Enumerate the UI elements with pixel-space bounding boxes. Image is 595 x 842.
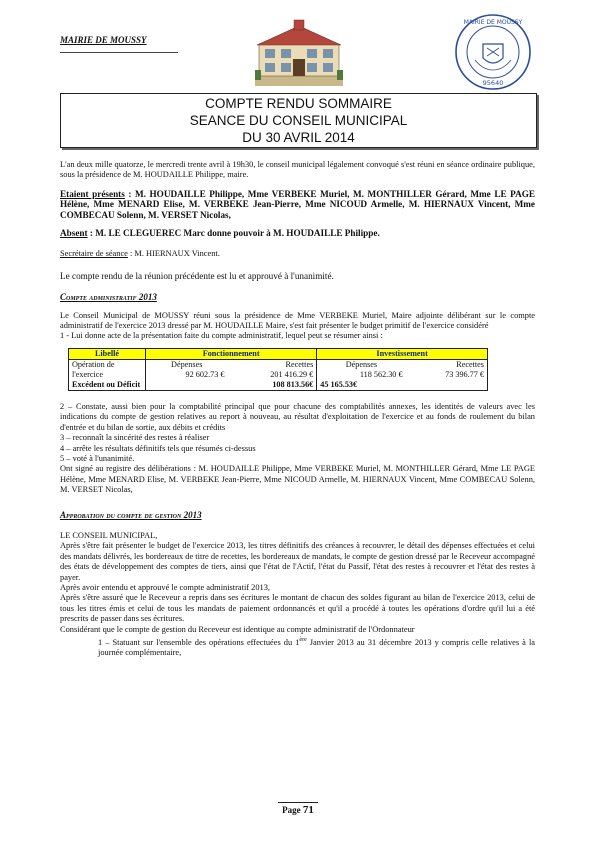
present-label: Etaient présents (60, 188, 125, 199)
secretary-paragraph (60, 249, 535, 259)
mairie-header: MAIRIE DE MOUSSY (60, 35, 147, 45)
section2-paragraph-5: 1 – Statuant sur l'ensemble des opérations effectuées du 1ère Janvier 2013 au 31 décembre 2013 y compris celle relatives à la journée complémentaire, (98, 637, 535, 658)
table-i-depenses: 118 562.30 € (317, 370, 406, 380)
intro-paragraph: L'an deux mille quatorze, le mercredi trente avril à 19h30, le conseil municipal légalement convoqué s'est réuni en séance ordinaire publique, sous la présidence de M. HOUDAILLE Philippe, maire. (60, 160, 535, 180)
section1-paragraph: Le Conseil Municipal de MOUSSY réuni sous la présidence de Mme VERBEKE Muriel, Maire adjointe délibérant sur le compte administratif de l'exercice 2013 dressé par M. HOUDAILLE Maire, s'est fait présenter le budget primitif de l'exercice considéré (60, 310, 535, 331)
page-label: Page (282, 805, 301, 815)
section2-paragraph-3: Après s'être assuré que le Receveur a repris dans ses écritures le montant de chacun des soldes figurant au bilan de l'exercice 2013, celui de tous les titres émis et celui de tous les mandats de paiement ordonnancés et qu'il a procédé à toutes les opérations d'ordre qu'il lui a été prescrits de passer dans ses écritures. (60, 593, 535, 624)
present-names: : M. HOUDAILLE Philippe, Mme VERBEKE Muriel, M. MONTHILLER Gérard, Mme LE PAGE Hélène, Mme MENARD Elise, M. VERBEKE Jean-Pierre, Mme NICOUD Armelle, M. HIERNAUX Vincent, Mme COMBECAU Solenn, M. VERSET Nicolas, (60, 188, 535, 220)
table-result-label: Excédent ou Déficit (69, 380, 146, 391)
table-row-label-1: Opération de (69, 359, 146, 370)
table-i-recettes: 73 396.77 € (406, 370, 488, 380)
title-line-3: DU 30 AVRIL 2014 (242, 130, 355, 145)
town-hall-illustration (255, 18, 343, 86)
table-i-depenses-header: Dépenses (317, 359, 406, 370)
section1-item-4: 4 – arrête les résultats définitifs tels que résumés ci-dessus (60, 443, 256, 453)
title-line-2: SEANCE DU CONSEIL MUNICIPAL (189, 113, 408, 128)
absent-text: : M. LE CLEGUEREC Marc donne pouvoir à M. HOUDAILLE Philippe. (87, 228, 380, 239)
section2-council: LE CONSEIL MUNICIPAL, (60, 530, 158, 540)
page-number-value: 71 (302, 804, 314, 816)
seal-text: MAIRIE DE MOUSSY (463, 19, 523, 26)
section1-item-5: 5 – voté à l'unanimité. (60, 453, 135, 463)
section2-paragraph-2: Après avoir entendu et approuvé le compte administratif 2013, (60, 582, 271, 592)
header-rule (60, 52, 178, 53)
title-box (60, 93, 537, 148)
table-row-label-2: l'exercice (69, 370, 146, 380)
section1-signatures: Ont signé au registre des délibérations : M. HOUDAILLE Philippe, Mme VERBEKE Muriel, M. MONTHILLER Gérard, Mme LE PAGE Hélène, Mme MENARD Elise, M. VERBEKE Jean-Pierre, Mme NICOUD Armelle, M. HIERNAUX Vincent, Mme COMBECAU Solenn, M. VERSET Nicolas, (60, 464, 535, 495)
table-f-depenses: 92 602.73 € (146, 370, 228, 380)
table-header-libelle: Libellé (69, 348, 146, 359)
absent-label: Absent (60, 228, 88, 239)
present-paragraph (60, 189, 535, 220)
document-body (60, 160, 535, 659)
section2-paragraph-1: Après s'être fait présenter le budget de l'exercice 2013, les titres définitifs des créances à recouvrer, le détail des dépenses effectuées et celui des mandats délivrés, les bordereaux de titre de recettes, les bordereaux de mandats, le compte de gestion dressé par le Receveur accompagné des états de développement des comptes de tiers, ainsi que l'état de l'Actif, l'état du Passif, l'état des restes à recouvrer et l'état des restes à payer. (60, 541, 535, 582)
section1-item-1: 1 - Lui donne acte de la présentation faite du compte administratif, lequel peut se résumer ainsi : (60, 331, 383, 341)
mairie-seal-stamp (453, 12, 533, 92)
table-i-recettes-header: Recettes (406, 359, 488, 370)
secretary-text: : M. HIERNAUX Vincent. (127, 249, 220, 259)
section1-item-2: 2 – Constate, aussi bien pour la comptabilité principal que pour chacune des comptabilités annexes, les identités de valeurs avec les indications du compte de gestion relatives au report à nouveau, au résultat d'exploitation de l'exercice et au fonds de roulement du bilan d'entrée et du bilan de sortie, aux débits et crédits (60, 401, 535, 432)
table-f-recettes: 201 416.29 € (270, 369, 314, 379)
section-heading-compte-administratif: Compte administratif 2013 (60, 292, 157, 303)
section-heading-compte-gestion: Approbation du compte de gestion 2013 (60, 509, 202, 520)
page-number (278, 802, 318, 816)
section1-item-3: 3 – reconnaît la sincérité des restes à réaliser (60, 433, 210, 443)
table-f-recettes-header: Recettes (285, 359, 314, 369)
absent-paragraph (60, 228, 535, 238)
title-line-1: COMPTE RENDU SOMMAIRE (205, 96, 392, 111)
section2-paragraph-4: Considérant que le compte de gestion du Receveur est identique au compte administratif de l'Ordonnateur (60, 624, 415, 634)
seal-code: 95640 (482, 79, 504, 87)
table-header-fonctionnement: Fonctionnement (146, 348, 317, 359)
table-f-depenses-header: Dépenses (146, 359, 228, 370)
secretary-label: Secrétaire de séance (60, 249, 128, 259)
approval-paragraph: Le compte rendu de la réunion précédente est lu et approuvé à l'unanimité. (60, 270, 334, 281)
table-f-result: 108 813.56€ (227, 380, 316, 391)
account-summary-table (68, 348, 488, 391)
table-header-investissement: Investissement (317, 348, 488, 359)
table-i-result: 45 165.53€ (317, 380, 406, 391)
